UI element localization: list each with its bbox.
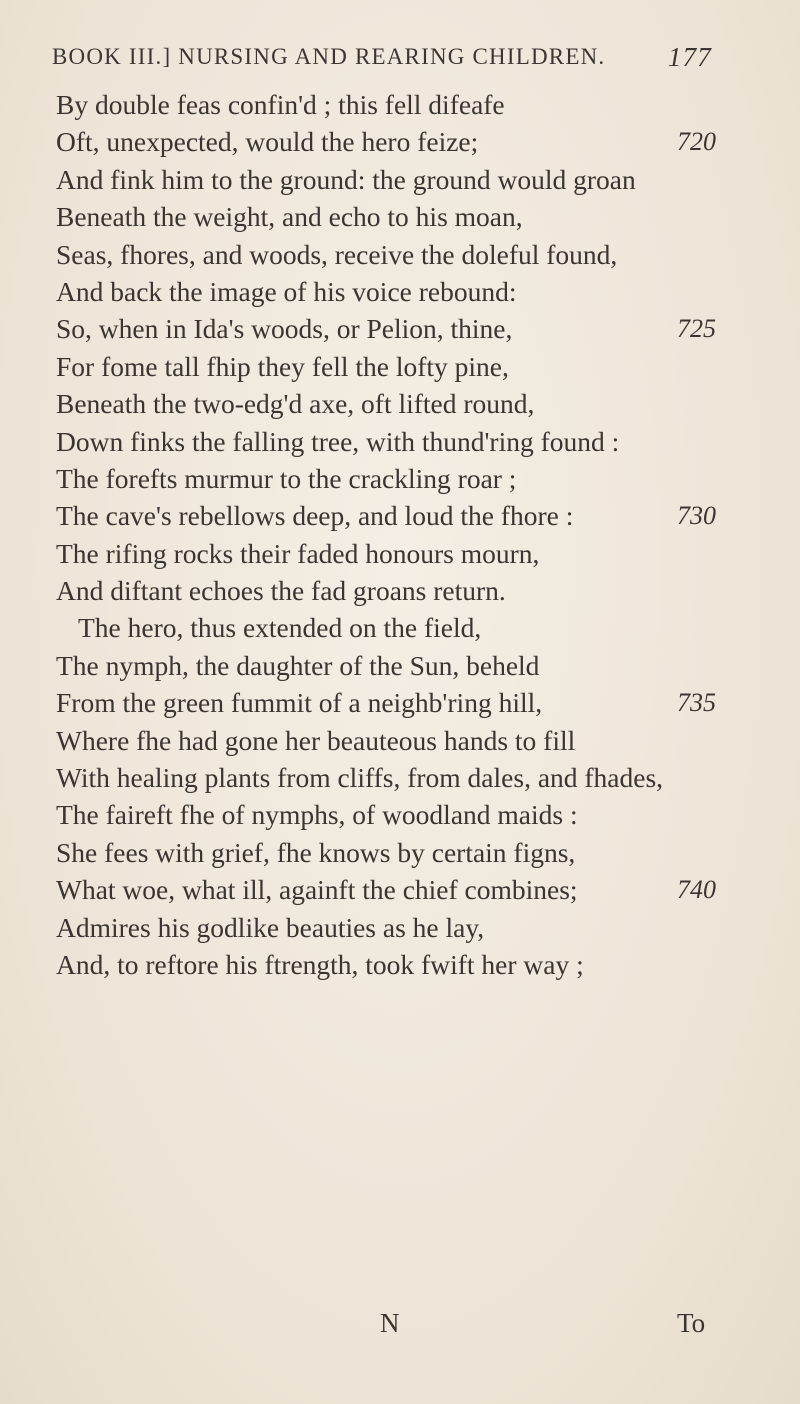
- verse-text: And back the image of his voice rebound:: [56, 275, 517, 307]
- verse-line: [56, 909, 716, 946]
- verse-text: The forefts murmur to the crackling roar ;: [56, 462, 517, 494]
- verse-text: The nymph, the daughter of the Sun, beheld: [56, 649, 540, 681]
- verse-text: And diftant echoes the fad groans return.: [56, 575, 506, 607]
- verse-line: [56, 759, 716, 796]
- verse-text: With healing plants from cliffs, from dales, and fhades,: [56, 762, 664, 794]
- line-number: 720: [677, 127, 716, 157]
- verse-line: [56, 535, 716, 572]
- verse-text: The rifing rocks their faded honours mourn,: [56, 537, 540, 569]
- poem-text: [56, 86, 716, 983]
- verse-line: [56, 460, 716, 497]
- verse-text: Where fhe had gone her beauteous hands to fill: [56, 724, 576, 756]
- running-header: [52, 44, 712, 84]
- verse-text: Seas, fhores, and woods, receive the doleful found,: [56, 238, 618, 270]
- verse-text: Beneath the weight, and echo to his moan,: [56, 201, 523, 233]
- verse-line: [56, 348, 716, 385]
- running-title: BOOK III.] NURSING AND REARING CHILDREN.: [52, 44, 606, 69]
- page-number: 177: [667, 42, 712, 72]
- verse-line: [56, 273, 716, 310]
- page-footer: [0, 1308, 800, 1348]
- verse-line: [56, 385, 716, 422]
- line-number: 725: [677, 314, 716, 344]
- verse-line: [56, 236, 716, 273]
- verse-line: [56, 161, 716, 198]
- verse-text: The cave's rebellows deep, and loud the fhore :: [56, 500, 574, 532]
- verse-text: What woe, what ill, againft the chief combines;: [56, 874, 578, 906]
- verse-text: By double feas confin'd ; this fell difeafe: [56, 89, 505, 120]
- verse-line: [56, 497, 716, 534]
- verse-text: The faireft fhe of nymphs, of woodland maids :: [56, 799, 578, 831]
- verse-text: She fees with grief, fhe knows by certain figns,: [56, 836, 576, 868]
- verse-text: Down finks the falling tree, with thund'ring found :: [56, 425, 620, 457]
- verse-line: [56, 684, 716, 721]
- verse-line: [56, 834, 716, 871]
- line-number: 740: [677, 875, 716, 905]
- verse-text: From the green fummit of a neighb'ring hill,: [56, 687, 543, 719]
- verse-text: The hero, thus extended on the field,: [78, 612, 482, 644]
- line-number: 735: [677, 688, 716, 718]
- verse-line: [56, 871, 716, 908]
- verse-line: [56, 123, 716, 160]
- verse-text: Beneath the two-edg'd axe, oft lifted round,: [56, 388, 535, 420]
- signature-mark: N: [380, 1308, 400, 1338]
- verse-line: [56, 423, 716, 460]
- line-number: 730: [677, 501, 716, 531]
- verse-line: [56, 946, 716, 983]
- verse-line: [56, 609, 716, 646]
- verse-line: [56, 310, 716, 347]
- verse-line: [56, 86, 716, 123]
- verse-text: And, to reftore his ftrength, took fwift her way ;: [56, 948, 584, 980]
- verse-line: [56, 647, 716, 684]
- verse-text: Admires his godlike beauties as he lay,: [56, 911, 485, 943]
- verse-line: [56, 198, 716, 235]
- verse-line: [56, 722, 716, 759]
- verse-text: And fink him to the ground: the ground would groan: [56, 163, 636, 195]
- verse-text: So, when in Ida's woods, or Pelion, thine,: [56, 313, 513, 345]
- verse-text: For fome tall fhip they fell the lofty pine,: [56, 350, 509, 382]
- catchword: To: [677, 1308, 706, 1338]
- verse-line: [56, 572, 716, 609]
- verse-text: Oft, unexpected, would the hero feize;: [56, 126, 479, 158]
- verse-line: [56, 796, 716, 833]
